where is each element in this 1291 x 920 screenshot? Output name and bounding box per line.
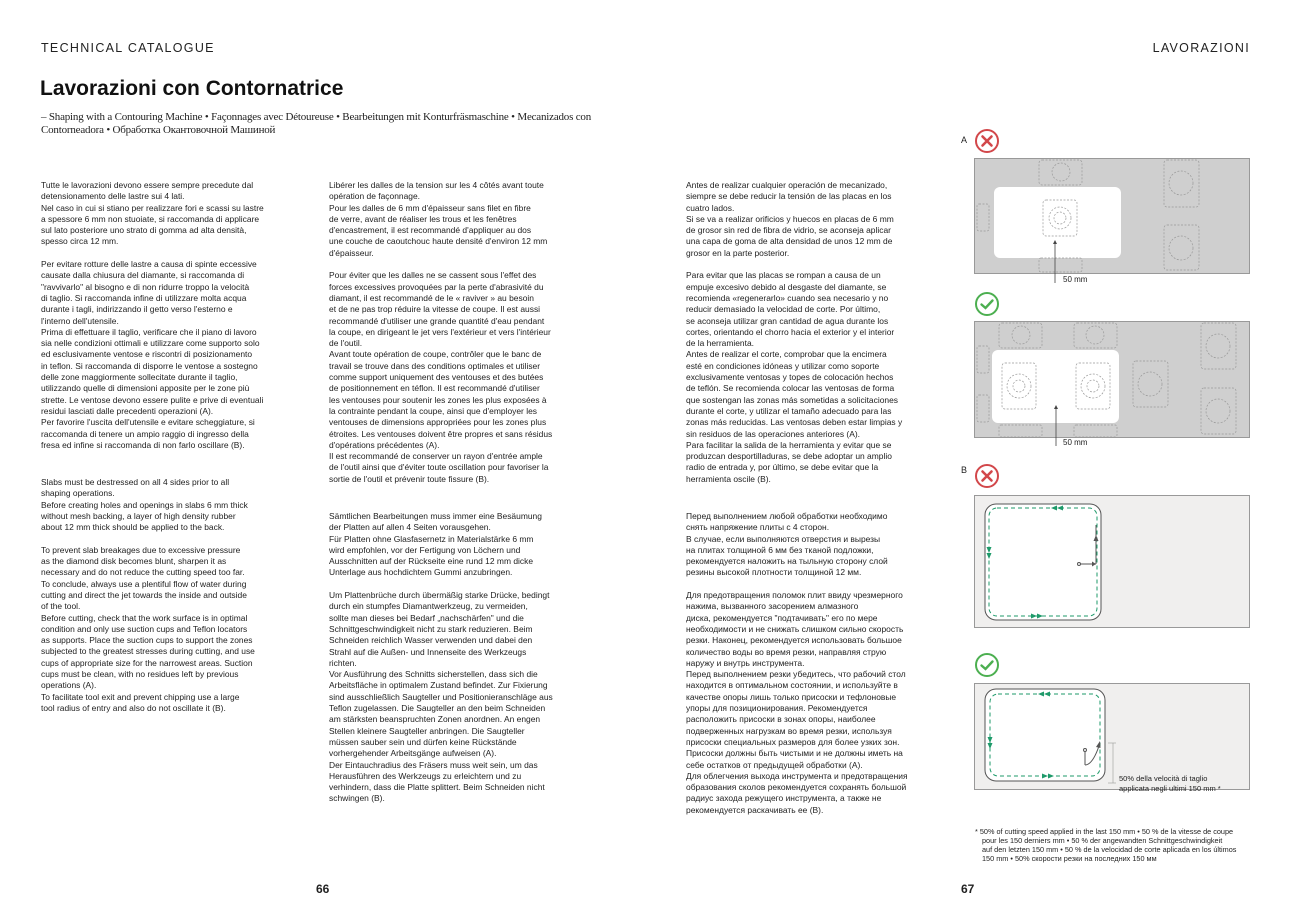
text-line: as supports. Place the suction cups to support the zones [41,635,253,646]
text-line: себе остатков от предыдущей обработки (A). [686,759,863,770]
text-line: raccomanda di tenere un ampio raggio di ingresso della [41,428,249,439]
text-line: subjected to the greatest stresses during cutting, and use [41,646,255,657]
speed-note-line: 50% della velocità di taglio [1119,774,1208,783]
footnote-line: * 50% of cutting speed applied in the last 150 mm • 50 % de la vitesse de coupe [975,827,1234,836]
text-line: necessary and do not reduce the cutting speed too far. [41,567,245,578]
text-block-german [329,511,553,805]
text-line: about 12 mm thick should be applied to the back. [41,522,225,533]
text-line: рекомендуется наложить на тыльную сторону слой [686,556,888,567]
text-line: Перед выполнением резки убедитесь, что рабочий стол [686,669,906,680]
text-line: d'opérations précédentes (A). [329,439,440,450]
text-line: Перед выполнением любой обработки необходимо [686,511,888,521]
text-line: To facilitate tool exit and prevent chipping use a large [41,691,240,702]
text-line: de l'outil ainsi que d'éviter toute oscillation pour favoriser la [329,462,549,473]
text-line: cups must be clean, with no residues left by previous [41,669,239,680]
text-line: ed esclusivamente ventose e riscontri di posizionamento [41,349,253,360]
text-line: detensionamento delle lastre sui 4 lati. [41,191,185,202]
text-line: in teflon. Si raccomanda di disporre le ventose a sostegno [41,360,258,371]
text-line: d'encastrement, il est recommandé d'appliquer au dos [329,225,532,236]
text-line: Antes de realizar el corte, comprobar que la encimera [686,349,887,360]
text-line: Para facilitar la salida de la herramienta y evitar que se [686,439,892,450]
text-line: Pour les dalles de 6 mm d'épaisseur sans filet en fibre [329,202,531,213]
text-line: causate dalla chiusura del diamante, si raccomanda di [41,270,245,281]
text-line: l'interno dell'utensile. [41,315,119,326]
text-line: Для облегчения выхода инструмента и предотвращения [686,770,908,781]
header-catalogue-title: TECHNICAL CATALOGUE [41,41,215,55]
text-line: verhindern, dass die Platte splittert. Beim Schneiden nicht [329,782,545,793]
text-line: Before creating holes and openings in slabs 6 mm thick [41,499,248,510]
text-line: strette. Le ventose devono essere pulite e prive di eventuali [41,394,264,405]
text-line: travail se trouve dans des conditions optimales et utiliser [329,360,541,371]
text-line: диска, рекомендуется "подтачивать" его по мере [686,612,878,623]
text-line: Ausschnitten auf der Rückseite eine rund 12 mm dicke [329,556,534,567]
check-circle-icon [974,291,1000,317]
text-line: sul lato posteriore uno strato di gomma ad alta densità, [41,225,247,236]
text-block-spanish [686,180,902,485]
text-line: de la herramienta. [686,338,755,349]
speed-note [1119,774,1221,793]
text-line: Strahl auf die Außen- und Innenseite des Werkzeugs [329,646,527,657]
text-line: herramienta oscile (B). [686,473,771,484]
text-line: Der Eintauchradius des Fräsers muss weit sein, um das [329,759,538,770]
text-line: de verre, avant de réaliser les trous et les fenêtres [329,213,517,224]
text-line: Para evitar que las placas se rompan a causa de un [686,270,881,281]
text-line: durante i tagli, indirizzando il getto verso l'esterno e [41,304,233,315]
text-line: durante el corte, y utilizar el tamaño adecuado para las [686,405,892,416]
text-line: vorhergehender Arbeitsgänge aufweisen (A). [329,748,497,759]
text-line: на плитах толщиной 6 мм без тканой подложки, [686,544,874,555]
text-line: образования сколов рекомендуется сохранять большой [686,782,907,793]
text-line: zonas más reducidas. Las ventosas deben estar limpias y [686,417,903,428]
text-line: radio de entrada y, por último, se debe evitar que la [686,462,879,473]
text-line: comme support uniquement des ventouses et des butées [329,372,544,383]
text-line: sind ausschließlich Saugteller und Positionieranschläge aus [329,691,553,702]
text-line: étroites. Les ventouses doivent être propres et sans résidus [329,428,553,439]
page-number-left: 66 [316,882,330,896]
text-line: une couche de caoutchouc haute densité d'environ 12 mm [329,236,548,247]
text-line: operations (A). [41,680,97,691]
text-line: empuje excesivo debido al desgaste del diamante, se [686,281,887,292]
text-line: utilizzando quelle di dimensioni apposite per le zone più [41,383,250,394]
page-number-right: 67 [961,882,975,896]
page-subtitle: – Shaping with a Contouring Machine • Façonnages avec Détoureuse • Bearbeitungen mit Konturfräsmaschine • Mecanizados con Contorneadora • Обработка Окантовочной Машиной [41,111,592,136]
text-line: Per evitare rotture delle lastre a causa di spinte eccessive [41,259,257,270]
text-line: подверженных нагрузкам во время резки, используя [686,725,892,736]
text-line: di taglio. Si raccomanda infine di utilizzare molta acqua [41,292,247,303]
text-line: "ravvivarlo" al bisogno e di non ridurre troppo la velocità [41,281,250,292]
text-line [329,259,552,270]
text-line: Prima di effettuare il taglio, verificare che il piano di lavoro [41,326,257,337]
header-section-title: LAVORAZIONI [1152,41,1250,55]
text-line: Присоски должны быть чистыми и не должны иметь на [686,748,903,759]
text-line: Libérer les dalles de la tension sur les 4 côtés avant toute [329,180,544,190]
text-line: cuatro lados. [686,202,735,213]
text-line: В случае, если выполняются отверстия и вырезы [686,533,881,544]
text-line: sia nelle condizioni ottimali e utilizzare come supporto solo [41,338,260,349]
text-line [686,259,902,270]
text-line: качестве опоры лишь только присоски и тефлоновые [686,691,897,702]
diagram-a-correct [974,321,1250,451]
text-line: Antes de realizar cualquier operación de mecanizado, [686,180,888,190]
text-line: recomienda «regenerarlo» cuando sea necesario y no [686,292,889,303]
text-line: a spessore 6 mm non stuoiate, si raccomanda di applicare [41,213,260,224]
text-line: Schneiden reichlich Wasser verwenden und dabei den [329,635,533,646]
text-line: резины высокой плотности толщиной 12 мм. [686,567,862,578]
text-line: tool radius of entry and also do not oscillate it (B). [41,702,226,713]
text-line: spesso circa 12 mm. [41,236,119,247]
text-line: Pour éviter que les dalles ne se cassent sous l'effet des [329,270,537,281]
text-line: Для предотвращения поломок плит ввиду чрезмерного [686,590,903,601]
text-line: рекомендуется раскачивать ее (B). [686,804,824,815]
text-block-italian [41,180,264,451]
text-line: et de ne pas trop réduire la vitesse de coupe. Il est aussi [329,304,541,315]
text-line: упоры для позиционирования. Рекомендуется [686,703,868,714]
text-line: la contrainte pendant la coupe, ainsi que d'employer les [329,405,537,416]
text-line: To prevent slab breakages due to excessive pressure [41,544,241,555]
text-line: присоски специальных размеров для более узких зон. [686,736,900,747]
text-line: количество воды во время резки, направляя струю [686,646,887,657]
text-line: ventouses de dimensions appropriées pour les zones plus [329,417,547,428]
text-line: Tutte le lavorazioni devono essere sempre precedute dal [41,180,254,190]
text-line: recommandé d'utiliser une grande quantité d'eau pendant [329,315,545,326]
text-line: müssen sauber sein und dürfen keine Rückstände [329,736,517,747]
text-line: de teflón. Se recomienda colocar las ventosas de forma [686,383,895,394]
text-line: Before cutting, check that the work surface is in optimal [41,612,248,623]
text-line: Stellen kleinere Saugteller anbringen. Die Saugteller [329,725,525,736]
text-line: diamant, il est recommandé de le « raviver » au besoin [329,292,534,303]
text-line: расположить присоски в зонах опоры, наиболее [686,714,876,725]
text-block-french [329,180,552,485]
text-line: Arbeitsfläche in optimalem Zustand befindet. Zur Fixierung [329,680,548,691]
text-line: schwingen (B). [329,793,385,804]
text-line: Für Platten ohne Glasfasernetz in Materialstärke 6 mm [329,533,534,544]
text-line: richten. [329,657,357,668]
diagram-a-wrong [974,158,1250,288]
text-line: Um Plattenbrüche durch übermäßig starke Drücke, bedingt [329,590,550,601]
cross-circle-icon [974,463,1000,489]
text-line: Sämtlichen Bearbeitungen muss immer eine Besäumung [329,511,542,521]
text-line: Per favorire l'uscita dell'utensile e evitare scheggiature, si [41,417,255,428]
footnote [975,827,1236,863]
text-line [329,579,553,590]
text-line: fresa ed infine si raccomanda di non farlo oscillare (B). [41,439,245,450]
text-line: de positionnement en téflon. Il est recommandé d'utiliser [329,383,540,394]
text-line: grosor en la parte posterior. [686,247,790,258]
check-circle-icon [974,652,1000,678]
text-line: cutting and direct the jet towards the inside and outside [41,589,247,600]
figure-label-a: A [961,135,968,145]
text-line: opération de façonnage. [329,191,421,202]
text-line: необходимости и не снижать слишком сильно скорость [686,623,904,634]
text-block-russian [686,511,908,816]
text-line: резки. Наконец, рекомендуется использовать большое [686,635,902,646]
text-line: der Platten auf allen 4 Seiten vorausgehen. [329,522,491,533]
footnote-line: pour les 150 derniers mm • 50 % der angewandten Schnittgeschwindigkeit [982,836,1223,845]
text-line: Avant toute opération de coupe, contrôler que le banc de [329,349,542,360]
text-line: durch ein stumpfes Diamantwerkzeug, zu vermeiden, [329,601,528,612]
text-line: les ventouses pour soutenir les zones les plus exposées à [329,394,547,405]
text-line: de grosor sin red de fibra de vidrio, se aconseja aplicar [686,225,891,236]
footnote-line: auf den letzten 150 mm • 50 % de la velocidad de corte aplicada en los últimos [982,845,1237,854]
text-line: d'épaisseur. [329,247,374,258]
text-line: снять напряжение плиты с 4 сторон. [686,522,830,533]
text-line: la coupe, en dirigeant le jet vers l'extérieur et vers l'intérieur [329,326,551,337]
text-block-english [41,477,255,714]
text-line: am stärksten beanspruchten Zonen anordnen. An engen [329,714,541,725]
text-line: Schnittgeschwindigkeit nicht zu stark reduzieren. Beim [329,623,533,634]
text-line: esté en condiciones idóneas y utilizar como soporte [686,360,880,371]
text-line: of the tool. [41,601,81,612]
text-line: sin residuos de las operaciones anteriores (A). [686,428,860,439]
text-line [41,248,264,259]
text-line: Teflon zugelassen. Die Saugteller an den beim Schneiden [329,703,546,714]
cross-circle-icon [974,128,1000,154]
text-line: To conclude, always use a plentiful flow of water during [41,578,247,589]
text-line: exclusivamente ventosas y topes de colocación hechos [686,372,894,383]
text-line: наружу и внутрь инструмента. [686,657,805,668]
footnote-line: 150 mm • 50% скорости резки на последних 150 мм [982,854,1157,863]
text-line [686,579,908,590]
text-line: Unterlage aus hochdichtem Gummi anzubringen. [329,567,513,578]
text-line: produzcan desportilladuras, se debe adoptar un amplio [686,451,892,462]
text-line: residui lasciati dalle precedenti operazioni (A). [41,405,214,416]
text-line: que sostengan las zonas más sometidas a solicitaciones [686,394,898,405]
text-line: as the diamond disk becomes blunt, sharpen it as [41,556,227,567]
text-line: sollte man dieses bei Bedarf „nachschärfen" und die [329,612,524,623]
text-line: delle zone maggiormente sollecitate durante il taglio, [41,372,238,383]
text-line: reducir demasiado la velocidad de corte. Por último, [686,304,881,315]
speed-note-line: applicata negli ultimi 150 mm * [1119,783,1221,793]
text-line: Vor Ausführung des Schnitts sicherstellen, dass sich die [329,669,538,680]
text-line: cups of appropriate size for the narrowest areas. Suction [41,657,253,668]
text-line: se aconseja utilizar gran cantidad de agua durante los [686,315,889,326]
diagram-b-wrong [974,495,1250,629]
text-line: cortes, orientando el chorro hacia el exterior y el interior [686,326,895,337]
text-line: una capa de goma de alta densidad de unos 12 mm de [686,236,893,247]
text-line: wird empfohlen, vor der Fertigung von Löchern und [329,544,521,555]
text-line: Slabs must be destressed on all 4 sides prior to all [41,477,230,487]
text-line: нажима, вызванного засорением алмазного [686,601,859,612]
text-line: радиус захода режущего инструмента, а также не [686,793,882,804]
text-line: siempre se debe reducir la tensión de las placas en los [686,191,892,202]
text-line [41,533,255,544]
page-title: Lavorazioni con Contornatrice [40,77,344,100]
text-line: without mesh backing, a layer of high density rubber [41,510,236,521]
text-line: Il est recommandé de conserver un rayon d'entrée ample [329,451,543,462]
text-line: sortie de l'outil et prévenir toute fissure (B). [329,473,490,484]
text-line: condition and only use suction cups and Teflon locators [41,623,248,634]
text-line: Nel caso in cui si stiano per realizzare fori e scassi su lastre [41,202,264,213]
figure-label-b: B [961,465,968,475]
text-line: находится в оптимальном состоянии, и используйте в [686,680,898,691]
text-line: shaping operations. [41,488,115,499]
text-line: forces excessives provoquées par la perte d'abrasivité du [329,281,544,292]
text-line: Herausführen des Werkzeugs zu erleichtern und zu [329,770,522,781]
text-line: Si se va a realizar orificios y huecos en placas de 6 mm [686,213,894,224]
dimension-label-a-wrong: 50 mm [1063,275,1088,284]
text-line: de l'outil. [329,338,363,349]
dimension-label-a-correct: 50 mm [1063,438,1088,447]
